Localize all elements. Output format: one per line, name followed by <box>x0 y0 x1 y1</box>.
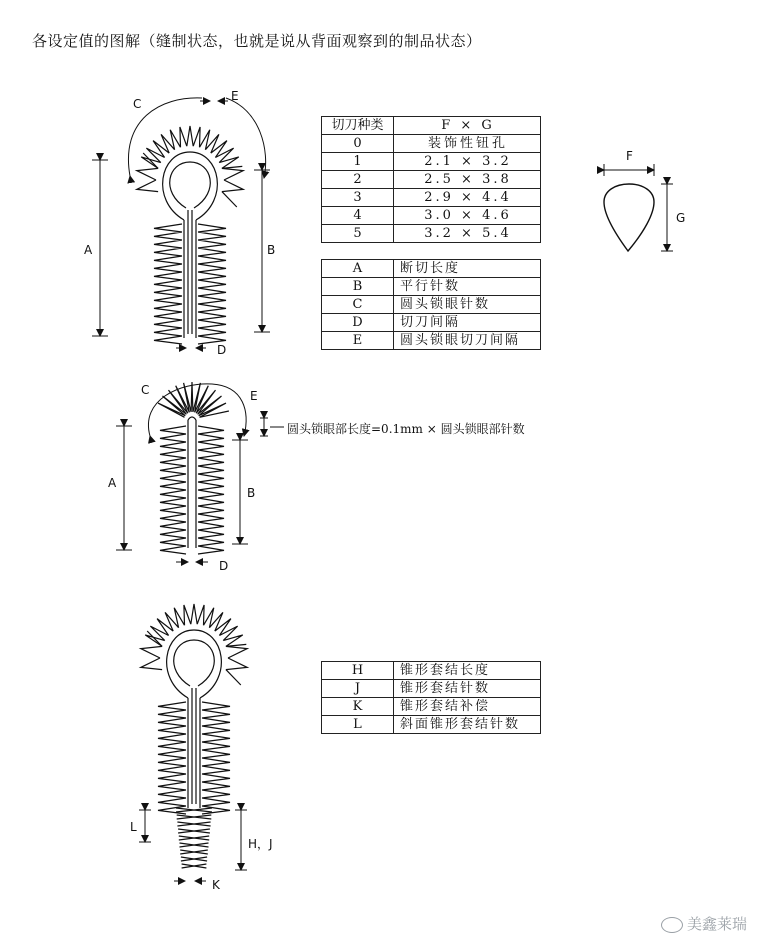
stitch-sunburst <box>158 382 229 417</box>
abcde-legend-table <box>321 259 541 350</box>
figure-3-buttonhole <box>141 604 247 868</box>
arc-c <box>212 384 246 436</box>
cell-key: 4 <box>322 207 394 225</box>
stitch-zigzag <box>198 224 226 344</box>
table-row <box>322 314 541 332</box>
table-row <box>322 207 541 225</box>
header-fxg: F × G <box>394 117 541 135</box>
eye-outline-inner <box>174 640 215 686</box>
stitch-zigzag <box>198 426 224 554</box>
label-f: F <box>626 149 633 163</box>
stitch-zigzag <box>202 702 230 814</box>
slit-top <box>188 417 196 420</box>
table-row <box>322 662 541 680</box>
cell-key: B <box>322 278 394 296</box>
label-e-2: E <box>250 389 258 403</box>
label-k: K <box>212 878 220 892</box>
cell-value: 3.2 × 5.4 <box>394 225 541 243</box>
label-c-1: C <box>133 97 142 111</box>
cell-value: 2.1 × 3.2 <box>394 153 541 171</box>
stitch-sunburst <box>222 168 243 207</box>
table-row <box>322 716 541 734</box>
stitch-zigzag <box>154 224 182 344</box>
cell-key: K <box>322 698 394 716</box>
cell-value: 锥形套结长度 <box>394 662 541 680</box>
cell-value: 锥形套结针数 <box>394 680 541 698</box>
table-row <box>322 171 541 189</box>
stitch-zigzag <box>158 702 186 814</box>
cell-value: 圆头锁眼切刀间隔 <box>394 332 541 350</box>
table-row <box>322 698 541 716</box>
arc-c <box>226 98 266 178</box>
cell-value: 平行针数 <box>394 278 541 296</box>
watermark <box>661 913 747 934</box>
label-a-2: A <box>108 476 117 490</box>
figure-1-buttonhole <box>137 126 243 344</box>
label-g: G <box>676 211 686 225</box>
cell-value: 锥形套结补偿 <box>394 698 541 716</box>
cell-value: 斜面锥形套结针数 <box>394 716 541 734</box>
label-a-1: A <box>84 243 93 257</box>
stitch-sunburst <box>226 646 247 685</box>
label-l: L <box>130 820 137 834</box>
cell-value: 2.5 × 3.8 <box>394 171 541 189</box>
label-e-1: E <box>231 89 239 103</box>
cell-key: J <box>322 680 394 698</box>
table-row <box>322 332 541 350</box>
cell-value: 2.9 × 4.4 <box>394 189 541 207</box>
table-row <box>322 680 541 698</box>
cell-key: 2 <box>322 171 394 189</box>
table-row <box>322 278 541 296</box>
label-d-1: D <box>217 343 227 357</box>
cell-value: 圆头锁眼针数 <box>394 296 541 314</box>
cell-key: E <box>322 332 394 350</box>
cell-value: 切刀间隔 <box>394 314 541 332</box>
label-c-2: C <box>141 383 150 397</box>
table-row <box>322 260 541 278</box>
cell-key: 0 <box>322 135 394 153</box>
teardrop-cut-shape <box>604 184 654 251</box>
watermark-text: 美鑫莱瑞 <box>686 915 747 933</box>
cell-key: C <box>322 296 394 314</box>
stitch-zigzag <box>160 426 186 554</box>
eye-outline-inner <box>170 162 211 208</box>
taper-bartack <box>176 808 212 868</box>
teardrop-outline <box>604 184 654 251</box>
hjkl-legend-table <box>321 661 541 734</box>
cell-key: 1 <box>322 153 394 171</box>
table-row <box>322 153 541 171</box>
cell-key: 3 <box>322 189 394 207</box>
label-d-2: D <box>219 559 229 573</box>
label-b-1: B <box>267 243 276 257</box>
table-row <box>322 189 541 207</box>
table-row <box>322 225 541 243</box>
cell-key: 5 <box>322 225 394 243</box>
header-cutter-type: 切刀种类 <box>322 117 394 135</box>
wechat-icon <box>661 917 683 933</box>
table-row <box>322 135 541 153</box>
cell-key: A <box>322 260 394 278</box>
page-title: 各设定值的图解（缝制状态，也就是说从背面观察到的制品状态） <box>32 32 482 50</box>
cell-key: H <box>322 662 394 680</box>
cutter-type-table <box>321 116 541 243</box>
label-b-2: B <box>247 486 256 500</box>
cell-key: L <box>322 716 394 734</box>
table-row <box>322 296 541 314</box>
cell-value: 3.0 × 4.6 <box>394 207 541 225</box>
table-header-row <box>322 117 541 135</box>
figure-2-buttonhole <box>158 382 229 554</box>
label-hj: H，J <box>248 837 273 851</box>
cell-value: 断切长度 <box>394 260 541 278</box>
cell-value: 装饰性钮孔 <box>394 135 541 153</box>
cell-key: D <box>322 314 394 332</box>
round-eye-length-formula: 圆头锁眼部长度=0.1mm × 圆头锁眼部针数 <box>287 422 525 436</box>
